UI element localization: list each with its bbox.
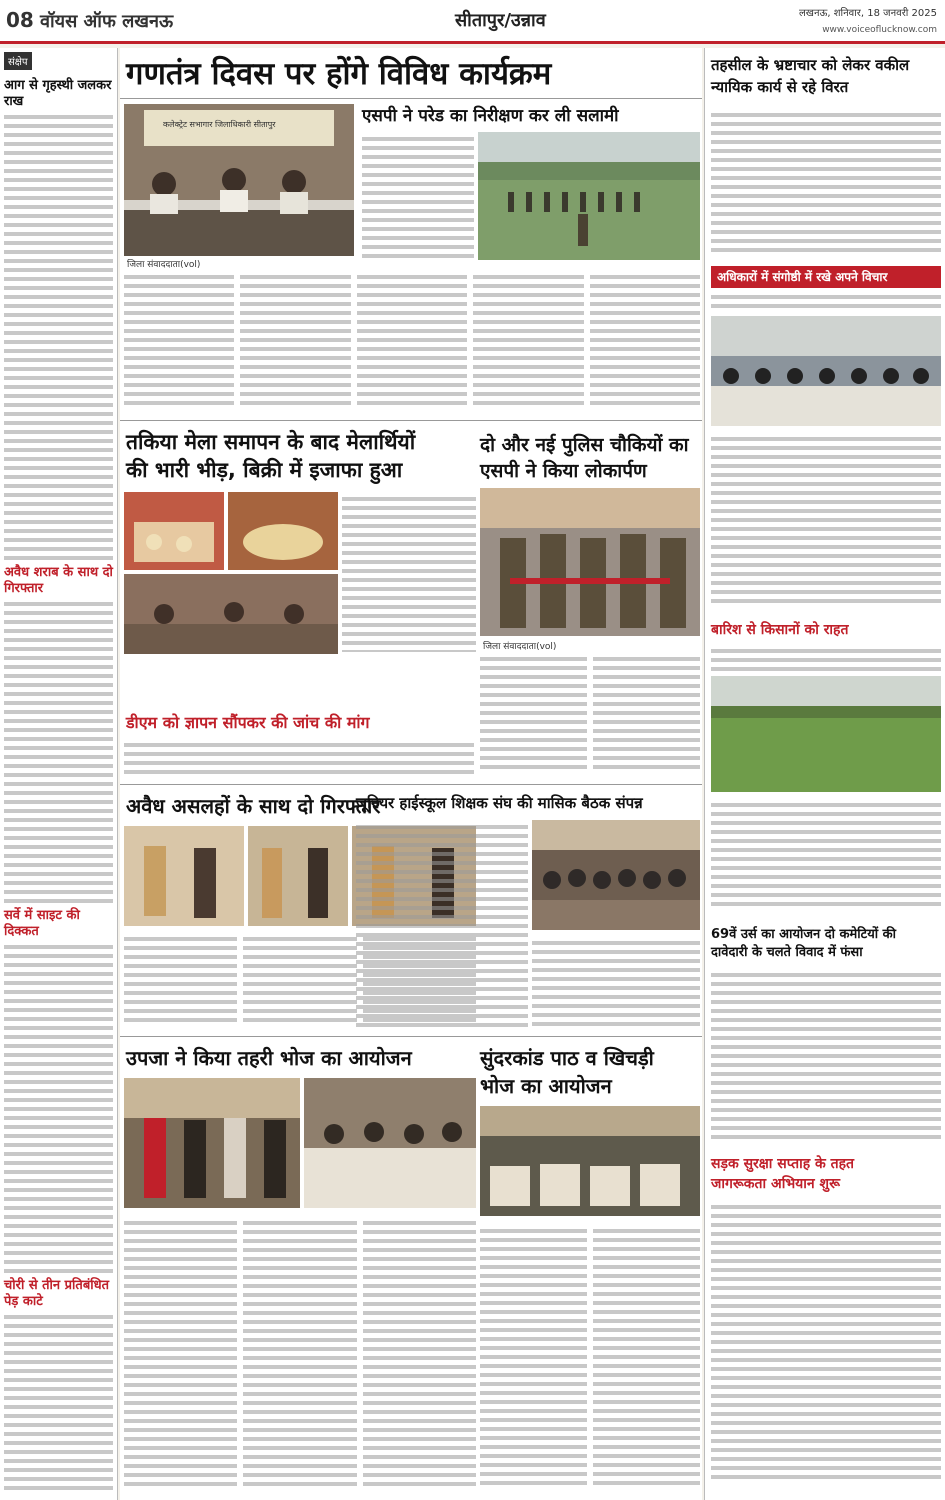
parade-photo (478, 132, 700, 260)
police-headline-1: दो और नई पुलिस चौकियों का (480, 434, 689, 456)
left-headline-trees: चोरी से तीन प्रतिबंधित पेड़ काटे (4, 1278, 110, 1309)
upja-photo-2 (304, 1078, 476, 1208)
text-block (124, 738, 474, 778)
text-block (362, 132, 474, 262)
sp-headline: एसपी ने परेड का निरीक्षण कर ली सलामी (362, 106, 619, 126)
text-block (4, 945, 113, 1273)
dateline (799, 6, 937, 38)
field-photo (711, 676, 941, 792)
banner-text: कलेक्ट्रेट सभागार जिलाधिकारी सीतापुर (163, 120, 276, 129)
right-column (704, 48, 945, 1500)
mela-photo-3 (124, 574, 338, 654)
mela-headline-2: की भारी भीड़, बिक्री में इजाफा हुआ (126, 458, 403, 482)
right-headline-road-1: सड़क सुरक्षा सप्ताह के तहत (711, 1156, 855, 1172)
dm-headline: डीएम को ज्ञापन सौंपकर की जांच की मांग (126, 713, 370, 732)
text-block (356, 820, 528, 1030)
arrest-headline: अवैध असलहों के साथ दो गिरफ्तार (126, 794, 381, 818)
masthead (0, 0, 945, 44)
police-photo (480, 488, 700, 636)
newspaper-name: वॉयस ऑफ लखनऊ (40, 11, 174, 32)
text-block (711, 290, 941, 312)
right-headline-rights: अधिकारों में संगोष्ठी में रखे अपने विचार (711, 266, 941, 288)
left-headline-liquor: अवैध शराब के साथ दो गिरफ्तार (4, 565, 113, 596)
sunderkand-photo (480, 1106, 700, 1216)
photo-caption: जिला संवाददाता(vol) (480, 638, 559, 653)
mela-photo-2 (228, 492, 338, 570)
lead-headline: गणतंत्र दिवस पर होंगे विविध कार्यक्रम (126, 56, 552, 92)
left-column (0, 48, 118, 1500)
section-name: सीतापुर/उन्नाव (455, 10, 546, 31)
text-block (124, 270, 700, 415)
right-headline-road-2: जागरूकता अभियान शुरू (711, 1176, 840, 1192)
upja-headline: उपजा ने किया तहरी भोज का आयोजन (126, 1046, 412, 1070)
right-headline-rain: बारिश से किसानों को राहत (711, 622, 849, 638)
text-block (711, 968, 941, 1148)
brief-tag: संक्षेप (4, 52, 32, 70)
right-headline-urs-2: दावेदारी के चलते विवाद में फंसा (711, 945, 863, 960)
arrest-photo-1 (124, 826, 244, 926)
right-headline-urs-1: 69वें उर्स का आयोजन दो कमेटियों की (711, 927, 896, 942)
text-block (480, 652, 700, 772)
photo-caption: जिला संवाददाता(vol) (124, 256, 203, 271)
text-block (4, 1315, 113, 1490)
right-headline-lawyers: तहसील के भ्रष्टाचार को लेकर वकील न्यायिक कार्य से रहे विरत (711, 56, 910, 96)
text-block (124, 1216, 476, 1496)
text-block (711, 798, 941, 918)
text-block (711, 644, 941, 672)
upja-photo-1 (124, 1078, 300, 1208)
text-block (4, 115, 113, 560)
school-headline: जूनियर हाईस्कूल शिक्षक संघ की मासिक बैठक संपन्न (356, 794, 643, 812)
text-block (4, 602, 113, 903)
text-block (711, 108, 941, 258)
left-headline-fire: आग से गृहस्थी जलकर राख (4, 78, 112, 109)
police-headline-2: एसपी ने किया लोकार्पण (480, 460, 647, 482)
left-headline-survey: सर्वे में साइट की दिक्कत (4, 908, 80, 939)
text-block (711, 1200, 941, 1496)
text-block (342, 492, 476, 652)
seminar-photo (711, 316, 941, 426)
arrest-photo-2 (248, 826, 348, 926)
page-number: 08 (6, 8, 34, 32)
text-block (711, 432, 941, 612)
text-block (532, 936, 700, 1031)
site-url: www.voiceoflucknow.com (822, 25, 937, 35)
mela-headline-1: तकिया मेला समापन के बाद मेलार्थियों (126, 430, 416, 454)
sunderkand-headline-1: सुंदरकांड पाठ व खिचड़ी (480, 1046, 654, 1070)
school-photo (532, 820, 700, 930)
text-block (480, 1224, 700, 1496)
date-text: लखनऊ, शनिवार, 18 जनवरी 2025 (799, 8, 937, 19)
main-area (120, 48, 702, 1500)
mela-photo-1 (124, 492, 224, 570)
sunderkand-headline-2: भोज का आयोजन (480, 1074, 612, 1098)
